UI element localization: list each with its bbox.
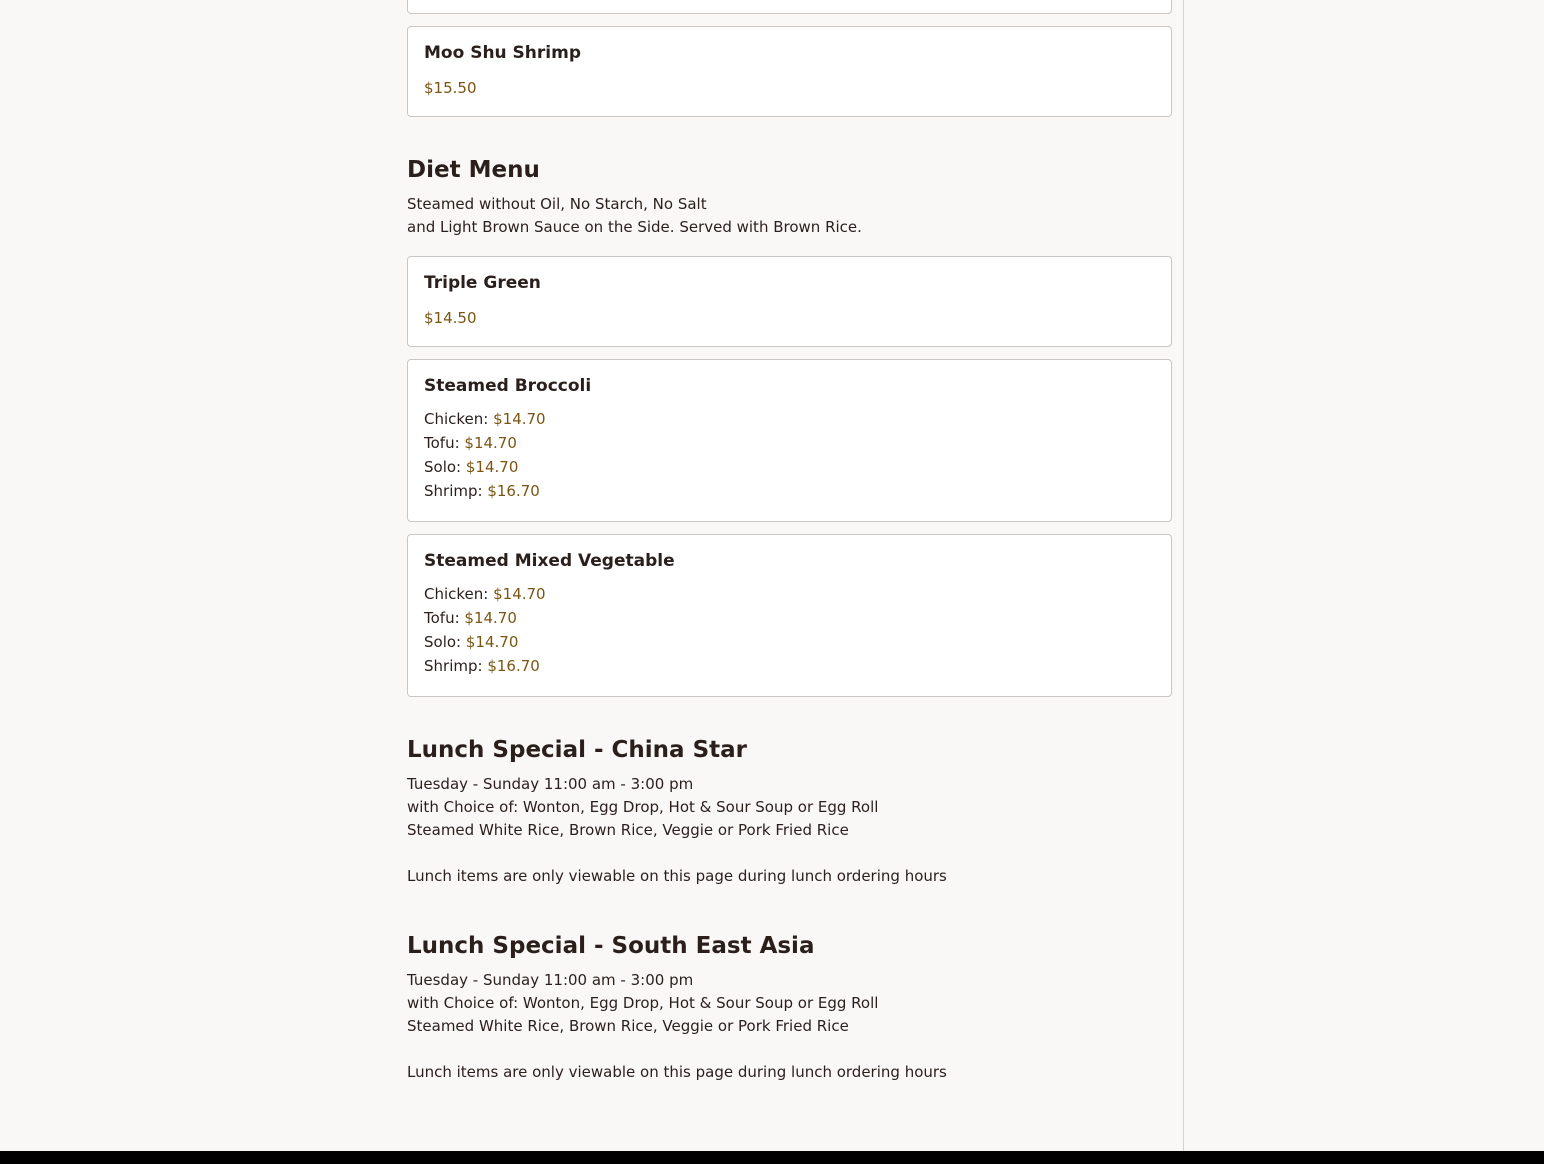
price-line [424, 582, 1155, 606]
menu-item-prices [424, 306, 1155, 330]
price-line [424, 654, 1155, 678]
price-line [424, 431, 1155, 455]
menu-item-prices [424, 582, 1155, 678]
description-line: Steamed without Oil, No Starch, No Salt [407, 195, 707, 213]
price-value: $14.70 [464, 609, 517, 627]
section-title-lunch-south-east-asia: Lunch Special - South East Asia [407, 933, 815, 959]
menu-item-card[interactable] [407, 359, 1172, 522]
menu-item-prices [424, 76, 1155, 100]
price-line [424, 407, 1155, 431]
menu-item-card[interactable] [407, 256, 1172, 347]
description-line: and Light Brown Sauce on the Side. Served with Brown Rice. [407, 218, 862, 236]
description-line: Tuesday - Sunday 11:00 am - 3:00 pm [407, 775, 694, 793]
price-label: Solo: [424, 633, 466, 651]
price-line [424, 630, 1155, 654]
menu-item-name: Triple Green [424, 273, 541, 293]
price-value: $14.50 [424, 309, 477, 327]
price-value: $14.70 [464, 434, 517, 452]
section-description [407, 969, 878, 1038]
section-title-lunch-china-star: Lunch Special - China Star [407, 737, 747, 763]
section-title-diet-menu: Diet Menu [407, 157, 540, 183]
price-label: Shrimp: [424, 482, 488, 500]
menu-item-name: Steamed Broccoli [424, 376, 592, 396]
price-line [424, 455, 1155, 479]
description-line: with Choice of: Wonton, Egg Drop, Hot & Sour Soup or Egg Roll [407, 798, 879, 816]
price-value: $14.70 [493, 585, 546, 603]
menu-item-card[interactable] [407, 26, 1172, 117]
section-description [407, 773, 878, 842]
menu-item-name: Steamed Mixed Vegetable [424, 551, 675, 571]
price-value: $16.70 [487, 657, 540, 675]
price-line [424, 479, 1155, 503]
price-value: $14.70 [465, 633, 519, 651]
description-line: Tuesday - Sunday 11:00 am - 3:00 pm [407, 971, 694, 989]
price-value: $14.70 [493, 410, 546, 428]
price-label: Chicken: [424, 410, 494, 428]
description-line: Steamed White Rice, Brown Rice, Veggie or Pork Fried Rice [407, 821, 849, 839]
menu-item-card[interactable] [407, 534, 1172, 697]
description-line: with Choice of: Wonton, Egg Drop, Hot & Sour Soup or Egg Roll [407, 994, 879, 1012]
menu-item-name: Moo Shu Shrimp [424, 43, 582, 63]
content-divider [1183, 0, 1184, 1151]
menu-item-prices [424, 407, 1155, 503]
price-line [424, 606, 1155, 630]
menu-item-card-partial[interactable] [407, 0, 1172, 14]
lunch-availability-note: Lunch items are only viewable on this page during lunch ordering hours [407, 1063, 947, 1081]
price-line [424, 76, 1155, 100]
price-line [424, 306, 1155, 330]
price-label: Tofu: [424, 434, 465, 452]
price-value: $14.70 [465, 458, 519, 476]
price-label: Shrimp: [424, 657, 488, 675]
price-value: $16.70 [487, 482, 540, 500]
lunch-availability-note: Lunch items are only viewable on this page during lunch ordering hours [407, 867, 947, 885]
section-description [407, 193, 862, 239]
price-value: $15.50 [424, 79, 477, 97]
price-label: Chicken: [424, 585, 494, 603]
price-label: Tofu: [424, 609, 465, 627]
description-line: Steamed White Rice, Brown Rice, Veggie or Pork Fried Rice [407, 1017, 849, 1035]
price-label: Solo: [424, 458, 466, 476]
footer [0, 1151, 1544, 1164]
